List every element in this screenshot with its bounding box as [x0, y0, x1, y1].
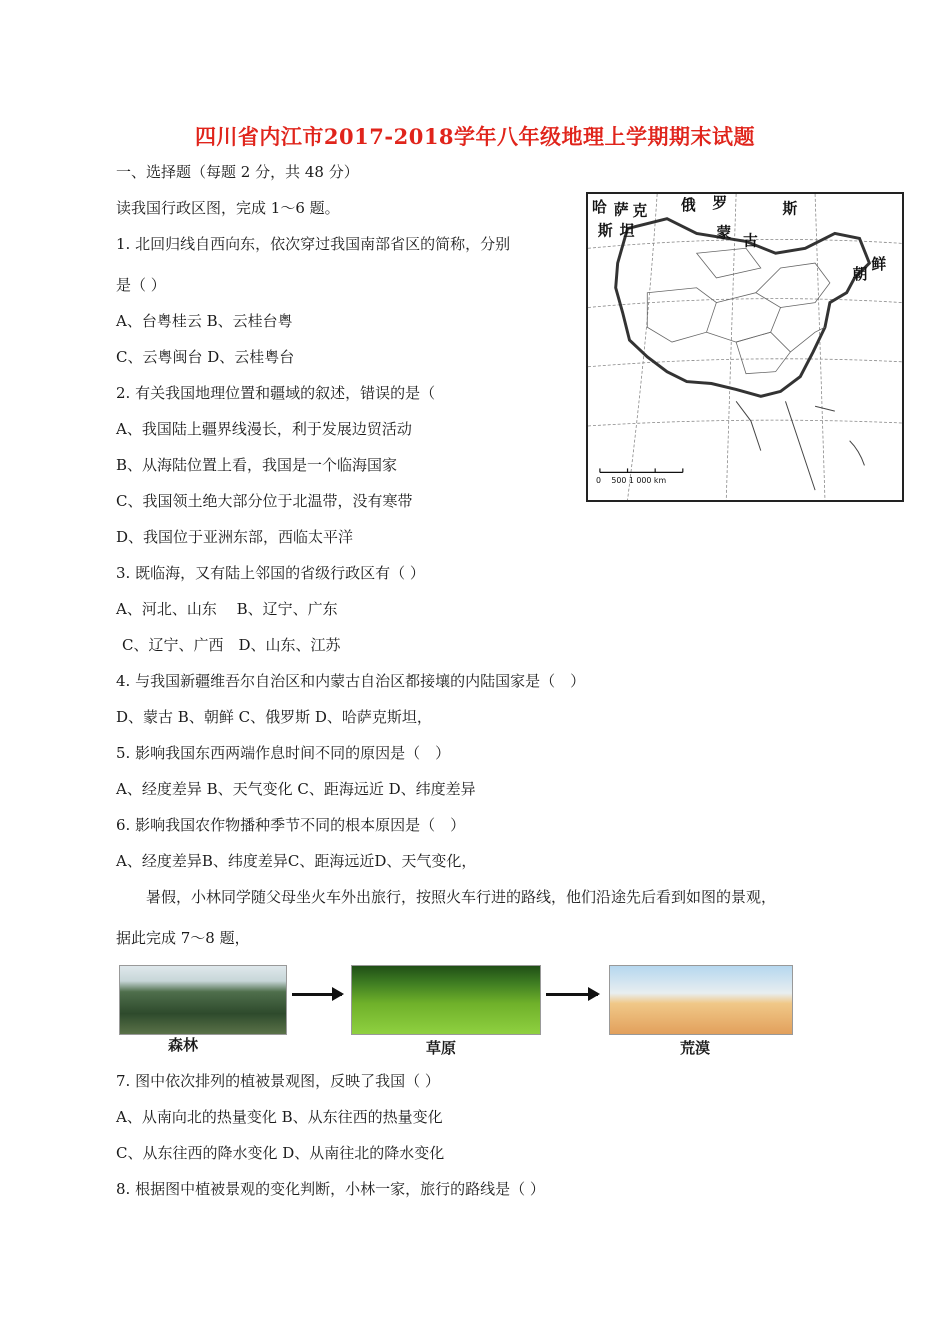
question-6-stem: 6. 影响我国农作物播种季节不同的根本原因是（ ） — [116, 816, 466, 834]
map-scale-label: 0 500 1 000 km — [595, 476, 667, 486]
question-1-options-ab: A、台粤桂云 B、云桂台粤 — [116, 312, 293, 330]
question-7-options-cd: C、从东往西的降水变化 D、从南往北的降水变化 — [116, 1144, 445, 1162]
map-label-russia-2: 罗 — [712, 194, 728, 212]
forest-caption: 森林 — [168, 1036, 199, 1054]
arrow-right-icon — [292, 993, 342, 996]
map-label-kazakh-2: 萨 — [613, 201, 629, 219]
map-label-mongolia-2: 古 — [743, 232, 758, 250]
map-label-kazakh-1: 哈 — [592, 198, 607, 216]
intro-text-2: 暑假，小林同学随父母坐火车外出旅行，按照火车行进的路线，他们沿途先后看到如图的景观， — [146, 888, 777, 906]
question-1-stem: 1. 北回归线自西向东，依次穿过我国南部省区的简称，分别 — [116, 235, 511, 253]
question-2-stem: 2. 有关我国地理位置和疆域的叙述，错误的是（ — [116, 384, 436, 402]
map-label-russia-1: 俄 — [680, 196, 696, 214]
page-title: 四川省内江市2017-2018学年八年级地理上学期期末试题 — [194, 124, 756, 149]
question-2-option-a: A、我国陆上疆界线漫长，利于发展边贸活动 — [116, 420, 412, 438]
map-label-kazakh-4: 斯 — [597, 222, 613, 240]
question-2-option-c: C、我国领土绝大部分位于北温带，没有寒带 — [116, 492, 413, 510]
question-1-stem-cont: 是（ ） — [116, 276, 166, 294]
map-label-korea-2: 鲜 — [871, 256, 887, 274]
question-1-options-cd: C、云粤闽台 D、云桂粤台 — [116, 348, 295, 366]
desert-photo — [609, 965, 793, 1035]
desert-caption: 荒漠 — [680, 1039, 711, 1057]
section-heading: 一、选择题（每题 2 分，共 48 分） — [116, 163, 359, 181]
map-label-russia-3: 斯 — [782, 200, 798, 218]
question-7-stem: 7. 图中依次排列的植被景观图，反映了我国（ ） — [116, 1072, 440, 1090]
question-8-stem: 8. 根据图中植被景观的变化判断，小林一家，旅行的路线是（ ） — [116, 1180, 545, 1198]
map-label-mongolia-1: 蒙 — [716, 224, 732, 242]
question-3-options-ab: A、河北、山东 B、辽宁、广东 — [116, 600, 338, 618]
question-3-options-cd: C、辽宁、广西 D、山东、江苏 — [122, 636, 341, 654]
question-4-options: D、蒙古 B、朝鲜 C、俄罗斯 D、哈萨克斯坦， — [116, 708, 432, 726]
grassland-caption: 草原 — [426, 1039, 457, 1057]
question-6-options: A、经度差异B、纬度差异C、距海远近D、天气变化， — [116, 852, 477, 870]
map-label-korea-1: 朝 — [852, 265, 868, 283]
question-5-stem: 5. 影响我国东西两端作息时间不同的原因是（ ） — [116, 744, 451, 762]
forest-photo — [119, 965, 287, 1035]
question-7-options-ab: A、从南向北的热量变化 B、从东往西的热量变化 — [116, 1108, 443, 1126]
arrow-right-icon — [546, 993, 598, 996]
map-label-kazakh-5: 坦 — [619, 222, 635, 240]
question-4-stem: 4. 与我国新疆维吾尔自治区和内蒙古自治区都接壤的内陆国家是（ ） — [116, 672, 586, 690]
question-2-option-b: B、从海陆位置上看，我国是一个临海国家 — [116, 456, 398, 474]
intro-text-2-cont: 据此完成 7～8 题， — [116, 929, 250, 947]
question-3-stem: 3. 既临海，又有陆上邻国的省级行政区有（ ） — [116, 564, 425, 582]
question-5-options: A、经度差异 B、天气变化 C、距海远近 D、纬度差异 — [116, 780, 476, 798]
map-label-kazakh-3: 克 — [632, 202, 648, 220]
question-2-option-d: D、我国位于亚洲东部，西临太平洋 — [116, 528, 354, 546]
intro-text: 读我国行政区图，完成 1～6 题。 — [116, 199, 340, 217]
grassland-photo — [351, 965, 541, 1035]
china-admin-map — [586, 192, 904, 502]
